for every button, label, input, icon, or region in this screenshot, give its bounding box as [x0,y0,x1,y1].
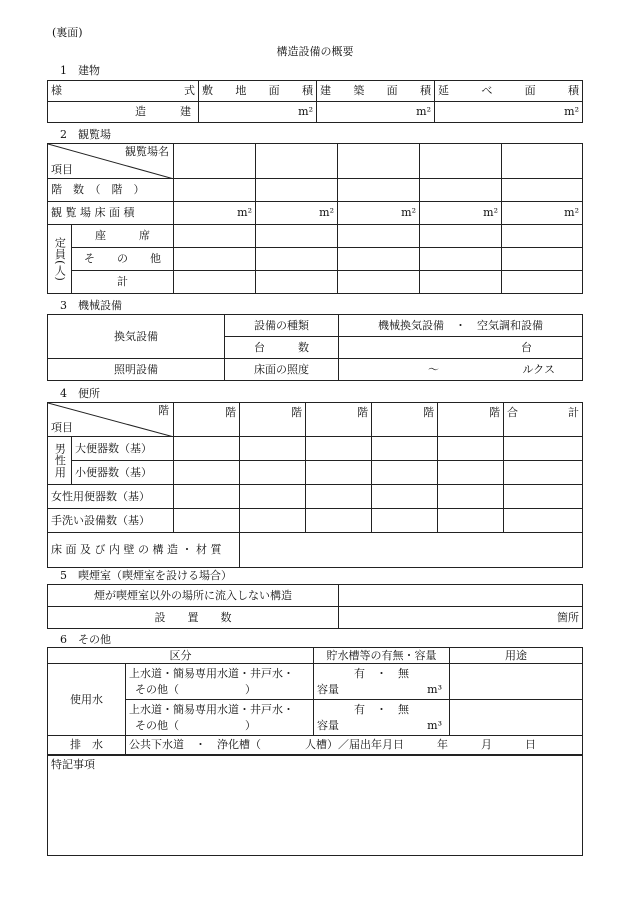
floor-col-4[interactable]: 階 [372,403,438,437]
unit-count-value[interactable]: 台 [339,337,583,359]
venue-name-1[interactable] [174,144,256,179]
cell[interactable] [372,509,438,533]
section-building-heading: 1 建物 [60,64,100,77]
other-table [47,647,583,856]
cell[interactable] [240,461,306,485]
venue-name-3[interactable] [338,144,420,179]
installed-count-value[interactable]: 箇所 [339,607,583,629]
total-2[interactable] [256,271,338,294]
other-2[interactable] [256,248,338,271]
other-5[interactable] [502,248,583,271]
seats-label: 座 席 [72,225,174,248]
cell[interactable] [438,461,504,485]
venue-name-2[interactable] [256,144,338,179]
usage-2[interactable] [450,700,583,736]
floor-area-4[interactable]: m² [420,202,502,225]
floor-col-2[interactable]: 階 [240,403,306,437]
section-smoking-heading: 5 喫煙室（喫煙室を設ける場合） [60,569,232,582]
handwash-label: 手洗い設備数（基） [48,509,174,533]
total-1[interactable] [174,271,256,294]
floor-col-3[interactable]: 階 [306,403,372,437]
venue-diagonal-header: 観覧場名 項目 [48,144,174,179]
cell[interactable] [504,509,583,533]
cell[interactable] [306,437,372,461]
floor-wall-material-label: 床 面 及 び 内 壁 の 構 造 ・ 材 質 [48,533,240,568]
style-cell: 様 式 [48,81,199,102]
floors-3[interactable] [338,179,420,202]
total-label: 計 [72,271,174,294]
cell[interactable] [174,509,240,533]
cell[interactable] [174,437,240,461]
water-source-2[interactable]: 上水道・簡易専用水道・井戸水・ その他（ ） [126,700,314,736]
building-area-header: 建 築 面 積 [317,81,435,102]
floor-area-2[interactable]: m² [256,202,338,225]
drainage-value[interactable]: 公共下水道 ・ 浄化槽（ 人槽）／届出年月日 年 月 日 [126,736,583,755]
illuminance-value[interactable]: ～ ルクス [339,359,583,381]
total-floor-area-header: 延 べ 面 積 [435,81,583,102]
total-col: 合 計 [504,403,583,437]
venue-table [47,143,583,294]
tank-1[interactable]: 有 ・ 無 容量 m³ [314,664,450,700]
cell[interactable] [372,437,438,461]
floor-wall-material-value[interactable] [240,533,583,568]
female-toilet-label: 女性用便器数（基） [48,485,174,509]
cell[interactable] [306,485,372,509]
unit-count-label: 台 数 [225,337,339,359]
equipment-type-label: 設備の種類 [225,315,339,337]
tank-2[interactable]: 有 ・ 無 容量 m³ [314,700,450,736]
seats-3[interactable] [338,225,420,248]
urinal-label: 小便器数（基） [72,461,174,485]
toilet-diagonal-header: 階 項目 [48,403,174,437]
total-5[interactable] [502,271,583,294]
cell[interactable] [372,461,438,485]
venue-name-5[interactable] [502,144,583,179]
water-supply-label: 使用水 [48,664,126,736]
male-label: 男性用 [48,437,72,485]
toilet-table [47,402,583,568]
ventilation-label: 換気設備 [48,315,225,359]
usage-1[interactable] [450,664,583,700]
lighting-label: 照明設備 [48,359,225,381]
cell[interactable] [306,509,372,533]
cell[interactable] [504,485,583,509]
cell[interactable] [438,485,504,509]
category-header: 区分 [48,648,314,664]
cell[interactable] [240,485,306,509]
cell[interactable] [438,509,504,533]
section-other-heading: 6 その他 [60,633,111,646]
cell[interactable] [240,509,306,533]
floor-area-1[interactable]: m² [174,202,256,225]
cell[interactable] [504,461,583,485]
other-4[interactable] [420,248,502,271]
cell[interactable] [240,437,306,461]
floor-col-1[interactable]: 階 [174,403,240,437]
other-3[interactable] [338,248,420,271]
venue-name-4[interactable] [420,144,502,179]
site-area-header: 敷 地 面 積 [199,81,317,102]
reverse-side-label: (裏面) [52,26,83,39]
smoking-table [47,584,583,629]
section-toilet-heading: 4 便所 [60,387,100,400]
equipment-type-options[interactable]: 機械換気設備 ・ 空気調和設備 [339,315,583,337]
special-notes[interactable]: 特記事項 [48,755,583,856]
cell[interactable] [174,461,240,485]
cell[interactable] [372,485,438,509]
total-3[interactable] [338,271,420,294]
cell[interactable] [504,437,583,461]
floor-col-5[interactable]: 階 [438,403,504,437]
seats-1[interactable] [174,225,256,248]
floor-area-label: 観 覧 場 床 面 積 [48,202,174,225]
total-4[interactable] [420,271,502,294]
other-label: そ の 他 [72,248,174,271]
floors-1[interactable] [174,179,256,202]
smoke-structure-value[interactable] [339,585,583,607]
cell[interactable] [306,461,372,485]
structure-cell: 造 建 [48,102,199,123]
page-title: 構造設備の概要 [276,45,354,58]
tank-header: 貯水槽等の有無・容量 [314,648,450,664]
cell[interactable] [174,485,240,509]
building-area-value[interactable]: m² [317,102,435,123]
installed-count-label: 設 置 数 [48,607,339,629]
seats-4[interactable] [420,225,502,248]
smoke-structure-label: 煙が喫煙室以外の場所に流入しない構造 [48,585,339,607]
seats-5[interactable] [502,225,583,248]
site-area-value[interactable]: m² [199,102,317,123]
illuminance-label: 床面の照度 [225,359,339,381]
floors-2[interactable] [256,179,338,202]
section-venue-heading: 2 観覧場 [60,128,111,141]
floors-4[interactable] [420,179,502,202]
capacity-label: 定員(人) [48,225,72,294]
building-table [47,80,583,123]
other-1[interactable] [174,248,256,271]
section-mechanical-heading: 3 機械設備 [60,299,122,312]
seats-2[interactable] [256,225,338,248]
large-toilet-label: 大便器数（基） [72,437,174,461]
total-floor-area-value[interactable]: m² [435,102,583,123]
cell[interactable] [438,437,504,461]
floor-area-5[interactable]: m² [502,202,583,225]
drainage-label: 排 水 [48,736,126,755]
water-source-1[interactable]: 上水道・簡易専用水道・井戸水・ その他（ ） [126,664,314,700]
mechanical-table [47,314,583,381]
floors-5[interactable] [502,179,583,202]
usage-header: 用途 [450,648,583,664]
floors-label: 階 数 （ 階 ） [48,179,174,202]
floor-area-3[interactable]: m² [338,202,420,225]
